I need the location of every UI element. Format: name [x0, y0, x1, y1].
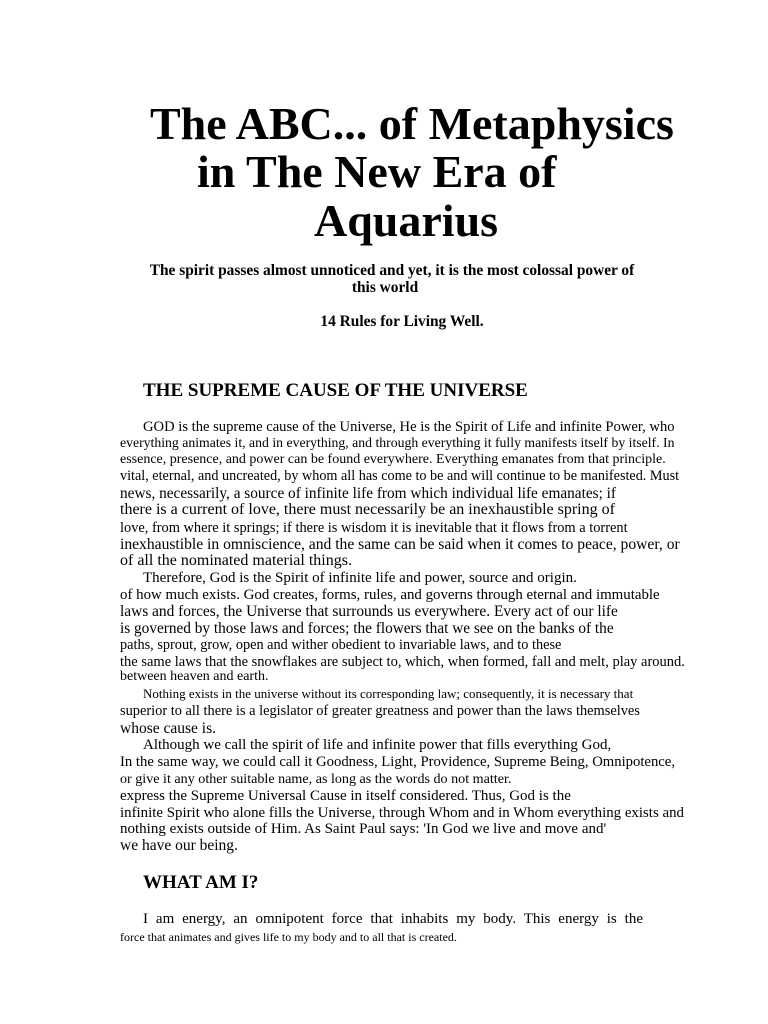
paragraph-line: infinite Spirit who alone fills the Universe, through Whom and in Whom everything exists and	[120, 804, 684, 821]
section-heading: THE SUPREME CAUSE OF THE UNIVERSE	[143, 380, 528, 401]
paragraph-line: everything animates it, and in everything, and through everything it fully manifests itself by itself. In	[120, 434, 675, 450]
paragraph-line: vital, eternal, and uncreated, by whom all has come to be and will continue to be manifested. Must	[120, 468, 680, 484]
paragraph-line: GOD is the supreme cause of the Universe, He is the Spirit of Life and infinite Power, who	[143, 419, 675, 435]
paragraph-line: nothing exists outside of Him. As Saint Paul says: 'In God we live and move and'	[120, 820, 607, 837]
tagline: 14 Rules for Living Well.	[320, 313, 484, 330]
paragraph-line: is governed by those laws and forces; the flowers that we see on the banks of the	[120, 620, 614, 637]
paragraph-line: we have our being.	[120, 837, 238, 854]
paragraph-line: In the same way, we could call it Goodness, Light, Providence, Supreme Being, Omnipotence,	[120, 753, 675, 770]
paragraph-line: of how much exists. God creates, forms, rules, and governs through eternal and immutable	[120, 586, 660, 603]
paragraph-line: force that animates and gives life to my body and to all that is created.	[120, 930, 457, 944]
document-title-line: The ABC... of Metaphysics	[150, 98, 674, 149]
paragraph-line: Although we call the spirit of life and infinite power that fills everything God,	[143, 736, 612, 753]
paragraph-line: express the Supreme Universal Cause in itself considered. Thus, God is the	[120, 787, 571, 804]
paragraph-line: laws and forces, the Universe that surrounds us everywhere. Every act of our life	[120, 603, 618, 620]
section-heading: WHAT AM I?	[143, 872, 259, 893]
paragraph-line: whose cause is.	[120, 720, 216, 737]
document-title-line: in The New Era of	[197, 146, 557, 197]
paragraph-line: Therefore, God is the Spirit of infinite life and power, source and origin.	[143, 569, 577, 586]
paragraph-line: love, from where it springs; if there is wisdom it is inevitable that it flows from a torrent	[120, 520, 628, 536]
paragraph-line: or give it any other suitable name, as long as the words do not matter.	[120, 771, 512, 787]
paragraph-line: there is a current of love, there must necessarily be an inexhaustible spring of	[120, 500, 615, 518]
paragraph-line: paths, sprout, grow, open and wither obedient to invariable laws, and to these	[120, 637, 562, 653]
paragraph-line: the same laws that the snowflakes are subject to, which, when formed, fall and melt, play around.	[120, 654, 685, 670]
paragraph-line: news, necessarily, a source of infinite life from which individual life emanates; if	[120, 485, 616, 502]
subtitle-line: this world	[351, 279, 419, 296]
paragraph-line: essence, presence, and power can be found everywhere. Everything emanates from that principle.	[120, 452, 666, 467]
paragraph-line: between heaven and earth.	[120, 669, 269, 684]
paragraph-line: Nothing exists in the universe without its corresponding law; consequently, it is necessary that	[143, 686, 634, 701]
paragraph-line: superior to all there is a legislator of greater greatness and power than the laws themselves	[120, 703, 640, 719]
subtitle-line: The spirit passes almost unnoticed and yet, it is the most colossal power of	[149, 262, 635, 279]
paragraph-line: of all the nominated material things.	[120, 551, 352, 569]
document-title-line: Aquarius	[314, 195, 499, 246]
paragraph-line: I am energy, an omnipotent force that inhabits my body. This energy is the	[143, 910, 643, 927]
paragraph-line: inexhaustible in omniscience, and the same can be said when it comes to peace, power, or	[120, 536, 680, 553]
